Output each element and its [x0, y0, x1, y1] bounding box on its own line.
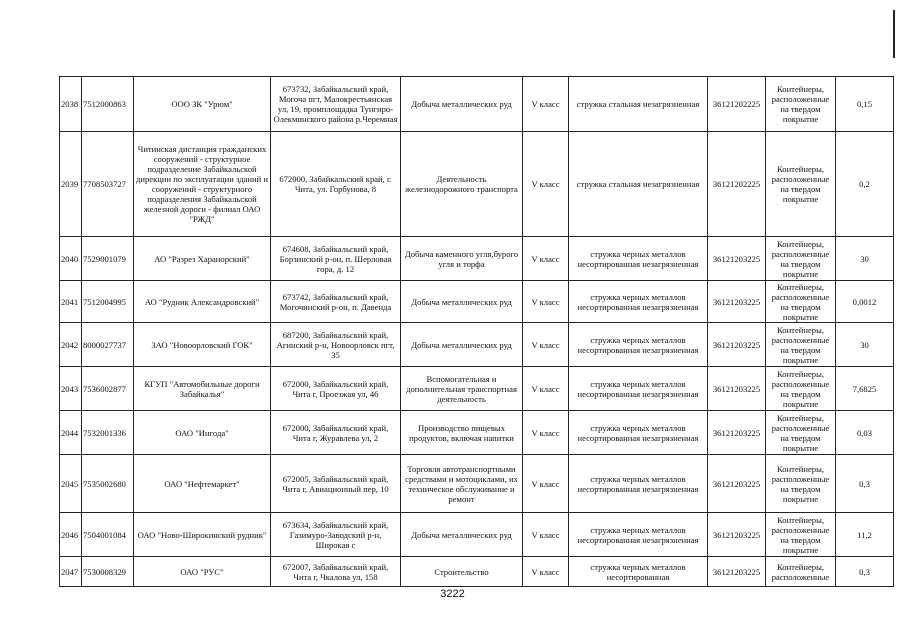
waste-name-cell: стружка стальная незагрязненная [569, 132, 708, 237]
address-cell: 674608, Забайкальский край, Борзинский р-он, п. Шерловая гора, д. 12 [271, 237, 401, 281]
inn-cell: 7512004995 [82, 281, 134, 323]
storage-cell: Контейнеры, расположенные [766, 557, 836, 587]
table-row [60, 411, 894, 455]
organization-cell: АО "Разрез Харанорский" [134, 237, 271, 281]
quantity-cell: 0,15 [836, 77, 894, 132]
organization-cell: ОАО "Нефтемаркет" [134, 455, 271, 513]
waste-code-cell: 36121203225 [708, 323, 766, 367]
inn-cell: 8000027737 [82, 323, 134, 367]
address-cell: 672000, Забайкальский край, г. Чита, ул. Горбунова, 8 [271, 132, 401, 237]
waste-name-cell: стружка черных металлов несортированная незагрязненная [569, 455, 708, 513]
table-row [60, 281, 894, 323]
activity-cell: Добыча каменного угля,бурого угля и торфа [401, 237, 523, 281]
waste-name-cell: стружка черных металлов несортированная незагрязненная [569, 323, 708, 367]
waste-code-cell: 36121203225 [708, 411, 766, 455]
quantity-cell: 11,2 [836, 513, 894, 557]
row-number: 2042 [60, 323, 82, 367]
table-row [60, 513, 894, 557]
waste-name-cell: стружка черных металлов несортированная незагрязненная [569, 281, 708, 323]
waste-name-cell: стружка черных металлов несортированная незагрязненная [569, 513, 708, 557]
waste-name-cell: стружка стальная незагрязненная [569, 77, 708, 132]
organization-cell: ОАО "Ново-Широкинский рудник" [134, 513, 271, 557]
hazard-class-cell: V класс [523, 557, 569, 587]
quantity-cell: 0,0012 [836, 281, 894, 323]
activity-cell: Производство пищевых продуктов, включая напитки [401, 411, 523, 455]
waste-name-cell: стружка черных металлов несортированная [569, 557, 708, 587]
waste-code-cell: 36121203225 [708, 281, 766, 323]
address-cell: 672000, Забайкальский край, Чита г, Проезжая ул, 46 [271, 367, 401, 411]
waste-code-cell: 36121203225 [708, 237, 766, 281]
address-cell: 672007, Забайкальский край, Чита г, Чкалова ул, 158 [271, 557, 401, 587]
waste-name-cell: стружка черных металлов несортированная незагрязненная [569, 367, 708, 411]
table-row [60, 77, 894, 132]
hazard-class-cell: V класс [523, 132, 569, 237]
table-row [60, 367, 894, 411]
hazard-class-cell: V класс [523, 77, 569, 132]
hazard-class-cell: V класс [523, 411, 569, 455]
organization-cell: ООО ЗК "Урюм" [134, 77, 271, 132]
inn-cell: 7530008329 [82, 557, 134, 587]
activity-cell: Вспомогательная и дополнительная транспортная деятельность [401, 367, 523, 411]
waste-code-cell: 36121202225 [708, 77, 766, 132]
inn-cell: 7536002877 [82, 367, 134, 411]
row-number: 2038 [60, 77, 82, 132]
waste-name-cell: стружка черных металлов несортированная незагрязненная [569, 411, 708, 455]
quantity-cell: 30 [836, 237, 894, 281]
activity-cell: Добыча металлических руд [401, 323, 523, 367]
waste-code-cell: 36121203225 [708, 367, 766, 411]
storage-cell: Контейнеры, расположенные на твердом покрытие [766, 411, 836, 455]
row-number: 2046 [60, 513, 82, 557]
activity-cell: Деятельность железнодорожного транспорта [401, 132, 523, 237]
waste-code-cell: 36121202225 [708, 132, 766, 237]
row-number: 2043 [60, 367, 82, 411]
table-row [60, 132, 894, 237]
waste-code-cell: 36121203225 [708, 455, 766, 513]
activity-cell: Строительство [401, 557, 523, 587]
waste-registry-table [59, 76, 894, 587]
organization-cell: Читинская дистанция гражданских сооружений - структурное подразделение Забайкальской дирекции по эксплуатации зданий и сооружений - структурного подразделения Забайкальской железной дороги - филиал ОАО "РЖД" [134, 132, 271, 237]
waste-code-cell: 36121203225 [708, 557, 766, 587]
organization-cell: КГУП "Автомобильные дороги Забайкалья" [134, 367, 271, 411]
storage-cell: Контейнеры, расположенные на твердом покрытие [766, 237, 836, 281]
inn-cell: 7512000863 [82, 77, 134, 132]
hazard-class-cell: V класс [523, 281, 569, 323]
hazard-class-cell: V класс [523, 323, 569, 367]
storage-cell: Контейнеры, расположенные на твердом покрытие [766, 323, 836, 367]
row-number: 2041 [60, 281, 82, 323]
row-number: 2040 [60, 237, 82, 281]
storage-cell: Контейнеры, расположенные на твердом покрытие [766, 455, 836, 513]
address-cell: 673634, Забайкальский край, Газимуро-Заводский р-н, Широкая с [271, 513, 401, 557]
registry-body [60, 77, 894, 587]
organization-cell: ЗАО "Новоорловский ГОК" [134, 323, 271, 367]
table-row [60, 237, 894, 281]
quantity-cell: 30 [836, 323, 894, 367]
waste-name-cell: стружка черных металлов несортированная незагрязненная [569, 237, 708, 281]
waste-code-cell: 36121203225 [708, 513, 766, 557]
organization-cell: АО "Рудник Александровский" [134, 281, 271, 323]
storage-cell: Контейнеры, расположенные на твердом покрытие [766, 281, 836, 323]
storage-cell: Контейнеры, расположенные на твердом покрытие [766, 367, 836, 411]
organization-cell: ОАО "Ингода" [134, 411, 271, 455]
hazard-class-cell: V класс [523, 455, 569, 513]
hazard-class-cell: V класс [523, 237, 569, 281]
inn-cell: 7529001079 [82, 237, 134, 281]
address-cell: 687200, Забайкальский край, Агинский р-н, Новоорловск пгт, 35 [271, 323, 401, 367]
quantity-cell: 0,03 [836, 411, 894, 455]
activity-cell: Добыча металлических руд [401, 281, 523, 323]
row-number: 2039 [60, 132, 82, 237]
table-row [60, 323, 894, 367]
margin-bar [893, 10, 895, 58]
inn-cell: 7535002680 [82, 455, 134, 513]
row-number: 2045 [60, 455, 82, 513]
quantity-cell: 0,3 [836, 557, 894, 587]
quantity-cell: 7,6825 [836, 367, 894, 411]
storage-cell: Контейнеры, расположенные на твердом покрытие [766, 513, 836, 557]
organization-cell: ОАО "РУС" [134, 557, 271, 587]
hazard-class-cell: V класс [523, 513, 569, 557]
activity-cell: Добыча металлических руд [401, 513, 523, 557]
inn-cell: 7504001084 [82, 513, 134, 557]
storage-cell: Контейнеры, расположенные на твердом покрытие [766, 77, 836, 132]
table-row [60, 455, 894, 513]
activity-cell: Торговля автотранспортными средствами и мотоциклами, их техническое обслуживание и ремонт [401, 455, 523, 513]
row-number: 2044 [60, 411, 82, 455]
table-row [60, 557, 894, 587]
address-cell: 672000, Забайкальский край, Чита г, Журавлева ул, 2 [271, 411, 401, 455]
quantity-cell: 0,3 [836, 455, 894, 513]
address-cell: 672005, Забайкальский край, Чита г, Авиационный пер, 10 [271, 455, 401, 513]
quantity-cell: 0,2 [836, 132, 894, 237]
row-number: 2047 [60, 557, 82, 587]
hazard-class-cell: V класс [523, 367, 569, 411]
activity-cell: Добыча металлических руд [401, 77, 523, 132]
inn-cell: 7708503727 [82, 132, 134, 237]
page-number: 3222 [440, 588, 465, 600]
address-cell: 673742, Забайкальский край, Могочинский р-он, п. Давенда [271, 281, 401, 323]
storage-cell: Контейнеры, расположенные на твердом покрытие [766, 132, 836, 237]
inn-cell: 7532001336 [82, 411, 134, 455]
address-cell: 673732, Забайкальский край, Могоча пгт, Малокрестьянская ул, 19, промплощадка Тунгиро- Олекминского района р.Черемная [271, 77, 401, 132]
